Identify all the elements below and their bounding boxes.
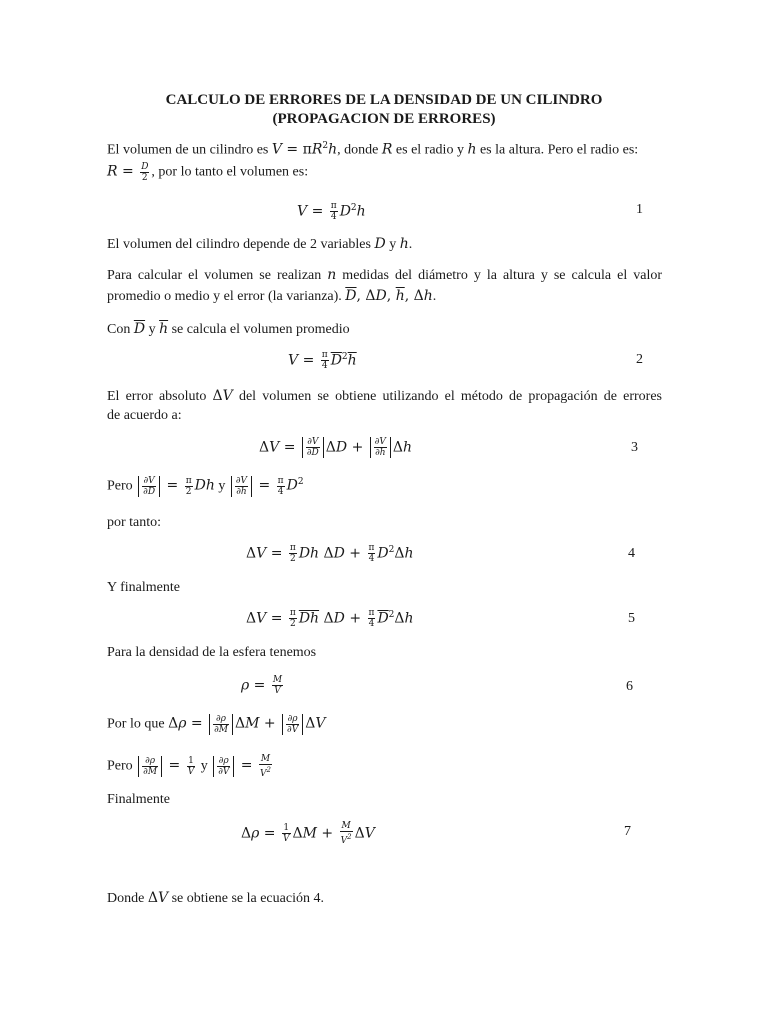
text-span: , donde — [337, 142, 382, 158]
equation-number-2: 2 — [636, 352, 643, 367]
title-line-1: CALCULO DE ERRORES DE LA DENSIDAD DE UN CILINDRO — [165, 92, 603, 108]
paragraph-1-line-2: R = $\frac{D}{2}$ , por lo tanto el volumen es: — [107, 162, 309, 183]
paragraph-8: Y finalmente — [107, 580, 180, 595]
equation-7: Δρ = $\frac{1}{V}$ ΔM + $\frac{M}{V^2}$ ΔV — [241, 821, 375, 846]
paragraph-2: El volumen del cilindro depende de 2 variables D y h. — [107, 236, 413, 252]
paragraph-3-line-2: promedio o medio y el error (la varianza). $\overline{D}$, ΔD, $\overline{h}$, Δh. — [107, 288, 437, 304]
text-span: El volumen de un cilindro es — [107, 142, 272, 158]
equation-4: ΔV = $\frac{\pi}{2}$ Dh ΔD + $\frac{\pi}{4}$ $D^2\Delta h$ — [246, 543, 414, 564]
text-span: del volumen se obtiene utilizando el método de propagación de errores — [232, 389, 662, 404]
text-span: es la altura. Pero el radio es: — [476, 142, 639, 158]
paragraph-3-line-1: Para calcular el volumen se realizan n medidas del diámetro y la altura y se calcula el valor — [107, 267, 663, 283]
paragraph-4: Con $\overline{D}$ y $\overline{h}$ se calcula el volumen promedio — [107, 321, 350, 337]
paragraph-6: Pero $\frac{\partial V}{\partial D}$ = $\frac{\pi}{2}$ Dh y $\frac{\partial V}{\partial h}$ = $\frac{\pi}{4}$ $D^2$ — [107, 476, 304, 497]
text-span: y — [145, 322, 160, 337]
title-line-2: (PROPAGACION DE ERRORES) — [272, 111, 496, 127]
text-span: Pero — [107, 758, 137, 774]
paragraph-1-line-1: El volumen de un cilindro es $V = \pi R^2h$, donde R es el radio y h es la altura. Pero el radio es: — [107, 141, 639, 158]
equation-number-6: 6 — [626, 679, 633, 694]
text-span: Con — [107, 322, 134, 337]
text-span: y — [197, 758, 212, 774]
text-span: se obtiene se la ecuación 4. — [168, 891, 324, 906]
equation-number-4: 4 — [628, 546, 635, 561]
text-span: El volumen del cilindro depende de 2 variables — [107, 237, 375, 252]
text-span: Por lo que — [107, 716, 169, 732]
paragraph-9: Para la densidad de la esfera tenemos — [107, 645, 317, 660]
paragraph-12: Finalmente — [107, 792, 170, 807]
text-span: se calcula el volumen promedio — [168, 322, 350, 337]
equation-3: ΔV = $\frac{\partial V}{\partial D}$ ΔD + $\frac{\partial V}{\partial h}$ Δh — [259, 437, 413, 458]
text-span: , por lo tanto el volumen es: — [151, 164, 309, 180]
text-span: Pero — [107, 478, 137, 494]
text-span: es el radio y — [392, 142, 468, 158]
text-span: Para calcular el volumen se realizan — [107, 268, 328, 283]
text-span: y — [385, 237, 400, 252]
paragraph-5-line-2: de acuerdo a: — [107, 408, 182, 423]
text-span: Donde — [107, 891, 148, 906]
paragraph-7: por tanto: — [107, 515, 162, 530]
text-span: El error absoluto — [107, 389, 213, 404]
equation-number-3: 3 — [631, 440, 638, 455]
text-span: y — [214, 478, 229, 494]
equation-6: ρ = $\frac{M}{V}$ — [241, 675, 283, 696]
equation-5: ΔV = $\frac{\pi}{2}$ $\overline{D}\overline{h}$ ΔD + $\frac{\pi}{4}$ $\overline{D}^2\Delta h$ — [246, 608, 414, 629]
text-span: medidas del diámetro y la altura y se calcula el valor — [336, 268, 663, 283]
equation-1: V = $\frac{\pi}{4}$ $D^2h$ — [297, 201, 366, 222]
paragraph-11: Pero $\frac{\partial\rho}{\partial M}$ = $\frac{1}{V}$ y $\frac{\partial\rho}{\partial V}$ = $\frac{M}{V^2}$ — [107, 754, 271, 779]
equation-number-7: 7 — [624, 824, 631, 839]
equation-2: V = $\frac{\pi}{4}$ $\overline{D}^2\overline{h}$ — [288, 350, 357, 371]
paragraph-13: Donde ΔV se obtiene se la ecuación 4. — [107, 890, 324, 906]
equation-number-1: 1 — [636, 202, 643, 217]
paragraph-5-line-1: El error absoluto ΔV del volumen se obtiene utilizando el método de propagación de errores — [107, 388, 662, 404]
paragraph-10: Por lo que Δρ = $\frac{\partial\rho}{\partial M}$ ΔM + $\frac{\partial\rho}{\partial V}$ ΔV — [107, 714, 326, 735]
equation-number-5: 5 — [628, 611, 635, 626]
text-span: promedio o medio y el error (la varianza). — [107, 289, 346, 304]
